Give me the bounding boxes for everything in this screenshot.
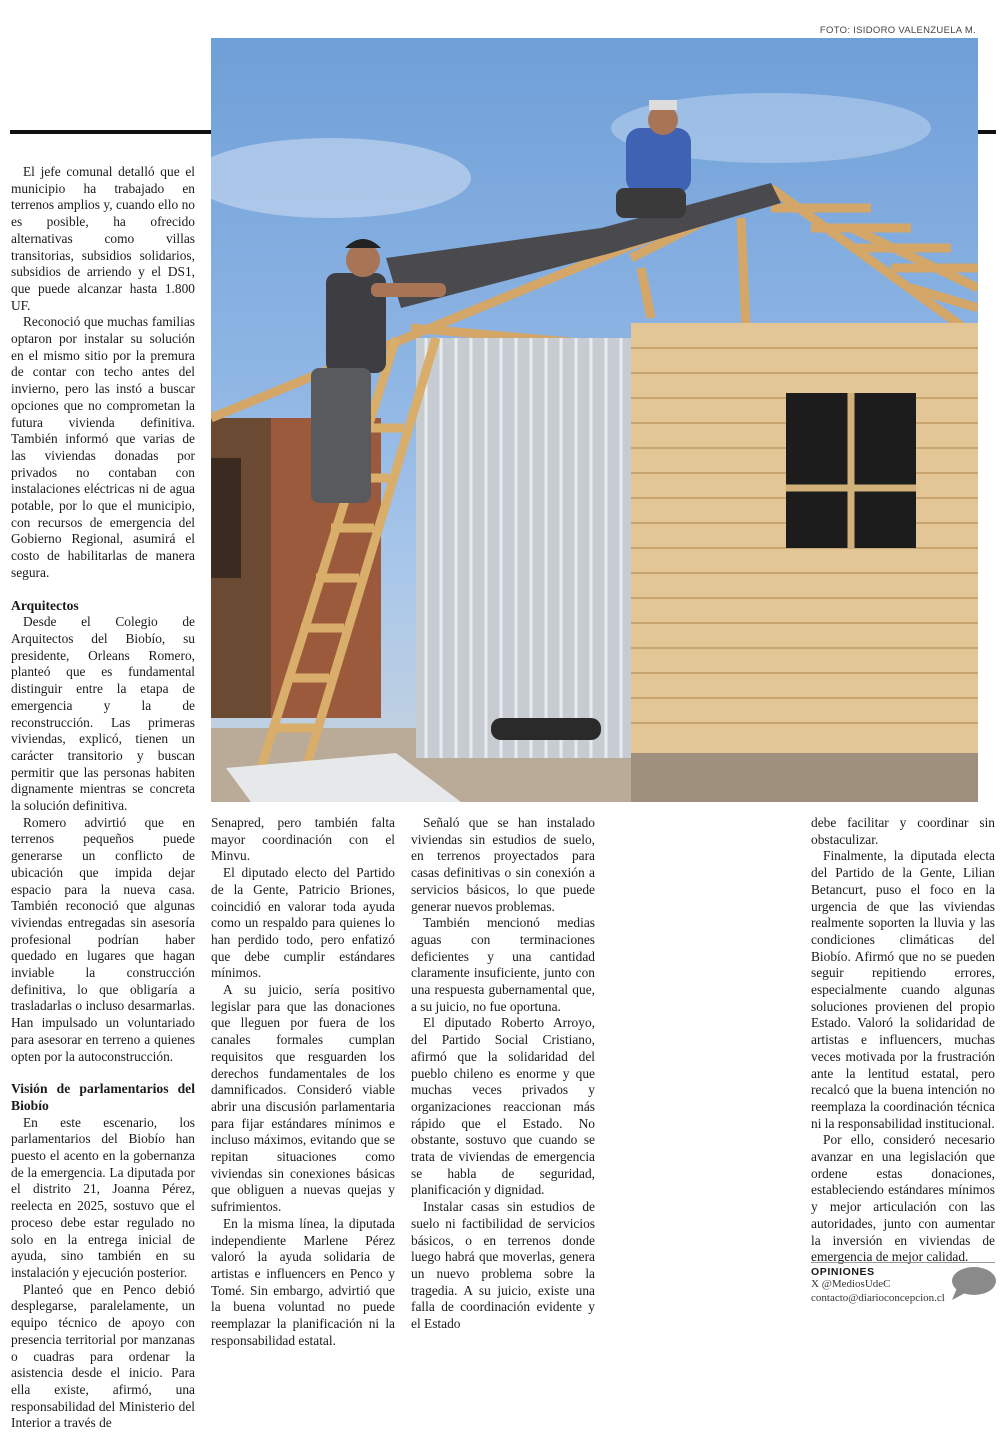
paragraph: El diputado electo del Partido de la Gente, Patricio Briones, coincidió en valorar toda ayuda como un respaldo para quienes lo han perdido todo, pero enfatizó que debe cumplir estándares mínimos. — [211, 865, 395, 981]
house-construction-illustration — [211, 38, 978, 802]
paragraph: Señaló que se han instalado viviendas sin estudios de suelo, en terrenos proyectados para casas definitivas o sin conexión a servicios básicos, lo que puede generar nuevos problemas. — [411, 815, 595, 914]
paragraph: El jefe comunal detalló que el municipio ha trabajado en terrenos amplios y, cuando ello no es posible, ha ofrecido alternativas como villas transitorias, subsidios solidarios, subsidios de arriendo y el DS1, que puede alcanzar hasta 1.800 UF. — [11, 164, 195, 313]
article-column-1 — [11, 164, 195, 1432]
paragraph: Reconoció que muchas familias optaron por instalar su solución en el mismo sitio por la premura de contar con techo antes del invierno, pero las instó a buscar opciones que no comprometan la futura vivienda definitiva. También informó que varias de las viviendas donadas por privados no contaban con instalaciones eléctricas ni de agua potable, por lo que el municipio, con recursos de emergencia del Gobierno Regional, asumirá el costo de habilitarlas de manera segura. — [11, 314, 195, 580]
subheading-arquitectos: Arquitectos — [11, 597, 79, 613]
paragraph-continued: debe facilitar y coordinar sin obstaculizar. — [811, 815, 995, 847]
paragraph: En este escenario, los parlamentarios del Biobío han puesto el acento en la gobernanza de la emergencia. La diputada por el distrito 21, Joanna Pérez, reelecta en 2025, sostuvo que el proceso debe estar regulado no solo en la entrega inicial de ayuda, sino también en su instalación y ejecución posterior. — [11, 1114, 195, 1280]
paragraph: El diputado Roberto Arroyo, del Partido Social Cristiano, afirmó que la solidaridad del pueblo chileno es enorme y que muchas veces privados y organizaciones reaccionan más rápido que el Estado. No obstante, sostuvo que cuando se trata de viviendas de emergencia se habla de seguridad, planificación y dignidad. — [411, 1015, 595, 1198]
opinions-footer — [811, 1262, 995, 1323]
paragraph: Por ello, consideró necesario avanzar en una legislación que ordene estas donaciones, estableciendo estándares mínimos y mejor articulación con las autoridades, junto con aumentar la inversión en viviendas de emergencia de mejor calidad. — [811, 1132, 995, 1265]
paragraph: Finalmente, la diputada electa del Partido de la Gente, Lilian Betancurt, puso el foco en la urgencia de que las viviendas realmente soporten la lluvia y las condiciones climáticas del Biobío. Afirmó que no se pueden seguir repitiendo errores, especialmente cuando algunas soluciones provienen del propio Estado. Valoró la solidaridad de artistas e influencers, muchas veces motivada por la frustración ante la lentitud estatal, pero recalcó que la buena intención no reemplaza la coordinación técnica ni la responsabilidad institucional. — [811, 848, 995, 1131]
paragraph-continued: Senapred, pero también falta mayor coordinación con el Minvu. — [211, 815, 395, 864]
paragraph: Instalar casas sin estudios de suelo ni factibilidad de servicios básicos, o en terrenos donde luego habrá que moverlas, genera un nuevo problema sobre la tragedia. A su juicio, existe una falla de coordinación evidente y el Estado — [411, 1199, 595, 1332]
section-rule-left — [10, 130, 212, 134]
social-handle[interactable]: X @MediosUdeC — [811, 1278, 891, 1290]
section-rule-right — [978, 130, 996, 134]
article-column-2 — [211, 815, 395, 1350]
paragraph: Romero advirtió que en terrenos pequeños puede generarse un conflicto de ubicación que impida dejar espacio para la nueva casa. También reconoció que algunas viviendas entregadas sin asesoría profesional podrían haber quedado en lugares que hagan inviable la construcción definitiva, lo que obligaría a trasladarlas o incluso desarmarlas. Han impulsado un voluntariado para asesorar en terreno a quienes opten por la autoconstrucción. — [11, 814, 195, 1064]
subheading-parlamentarios: Visión de parlamentarios del Biobío — [11, 1081, 195, 1113]
contact-email[interactable]: contacto@diarioconcepcion.cl — [811, 1291, 945, 1304]
speech-bubble-icon — [949, 1266, 997, 1302]
paragraph: También mencionó medias aguas con terminaciones deficientes y una cantidad claramente insuficiente, junto con una respuesta gubernamental que, a su juicio, no fue oportuna. — [411, 915, 595, 1014]
photo-credit: FOTO: ISIDORO VALENZUELA M. — [819, 25, 976, 36]
article-column-3 — [411, 815, 595, 1333]
paragraph: A su juicio, sería positivo legislar para que las donaciones que lleguen por fuera de los canales formales cumplan requisitos que resguarden los derechos fundamentales de los damnificados. Consideró viable abrir una discusión parlamentaria para fijar estándares mínimos e incluso máximos, evitando que se repitan situaciones como viviendas sin conexiones básicas que obliguen a nuevas quejas y sufrimientos. — [211, 982, 395, 1215]
article-photo — [211, 38, 978, 802]
article-column-4 — [811, 815, 995, 1266]
paragraph: En la misma línea, la diputada independiente Marlene Pérez valoró la ayuda solidaria de artistas e influencers en Penco y Tomé. Sin embargo, advirtió que la buena voluntad no puede reemplazar la planificación ni la responsabilidad estatal. — [211, 1215, 395, 1348]
paragraph: Desde el Colegio de Arquitectos del Biobío, su presidente, Orleans Romero, planteó que es fundamental distinguir entre la etapa de emergencia y la de reconstrucción. Las primeras viviendas, explicó, tienen un carácter transitorio y buscan permitir que las personas habiten dignamente mientras se concreta la solución definitiva. — [11, 614, 195, 814]
paragraph: Planteó que en Penco debió desplegarse, paralelamente, un equipo técnico de apoyo con presencia territorial por manzanas o cuadras para ordenar la asistencia desde el inicio. Para ella existe, afirmó, una responsabilidad del Ministerio del Interior a través de — [11, 1281, 195, 1431]
opinions-label: OPINIONES — [811, 1266, 875, 1278]
